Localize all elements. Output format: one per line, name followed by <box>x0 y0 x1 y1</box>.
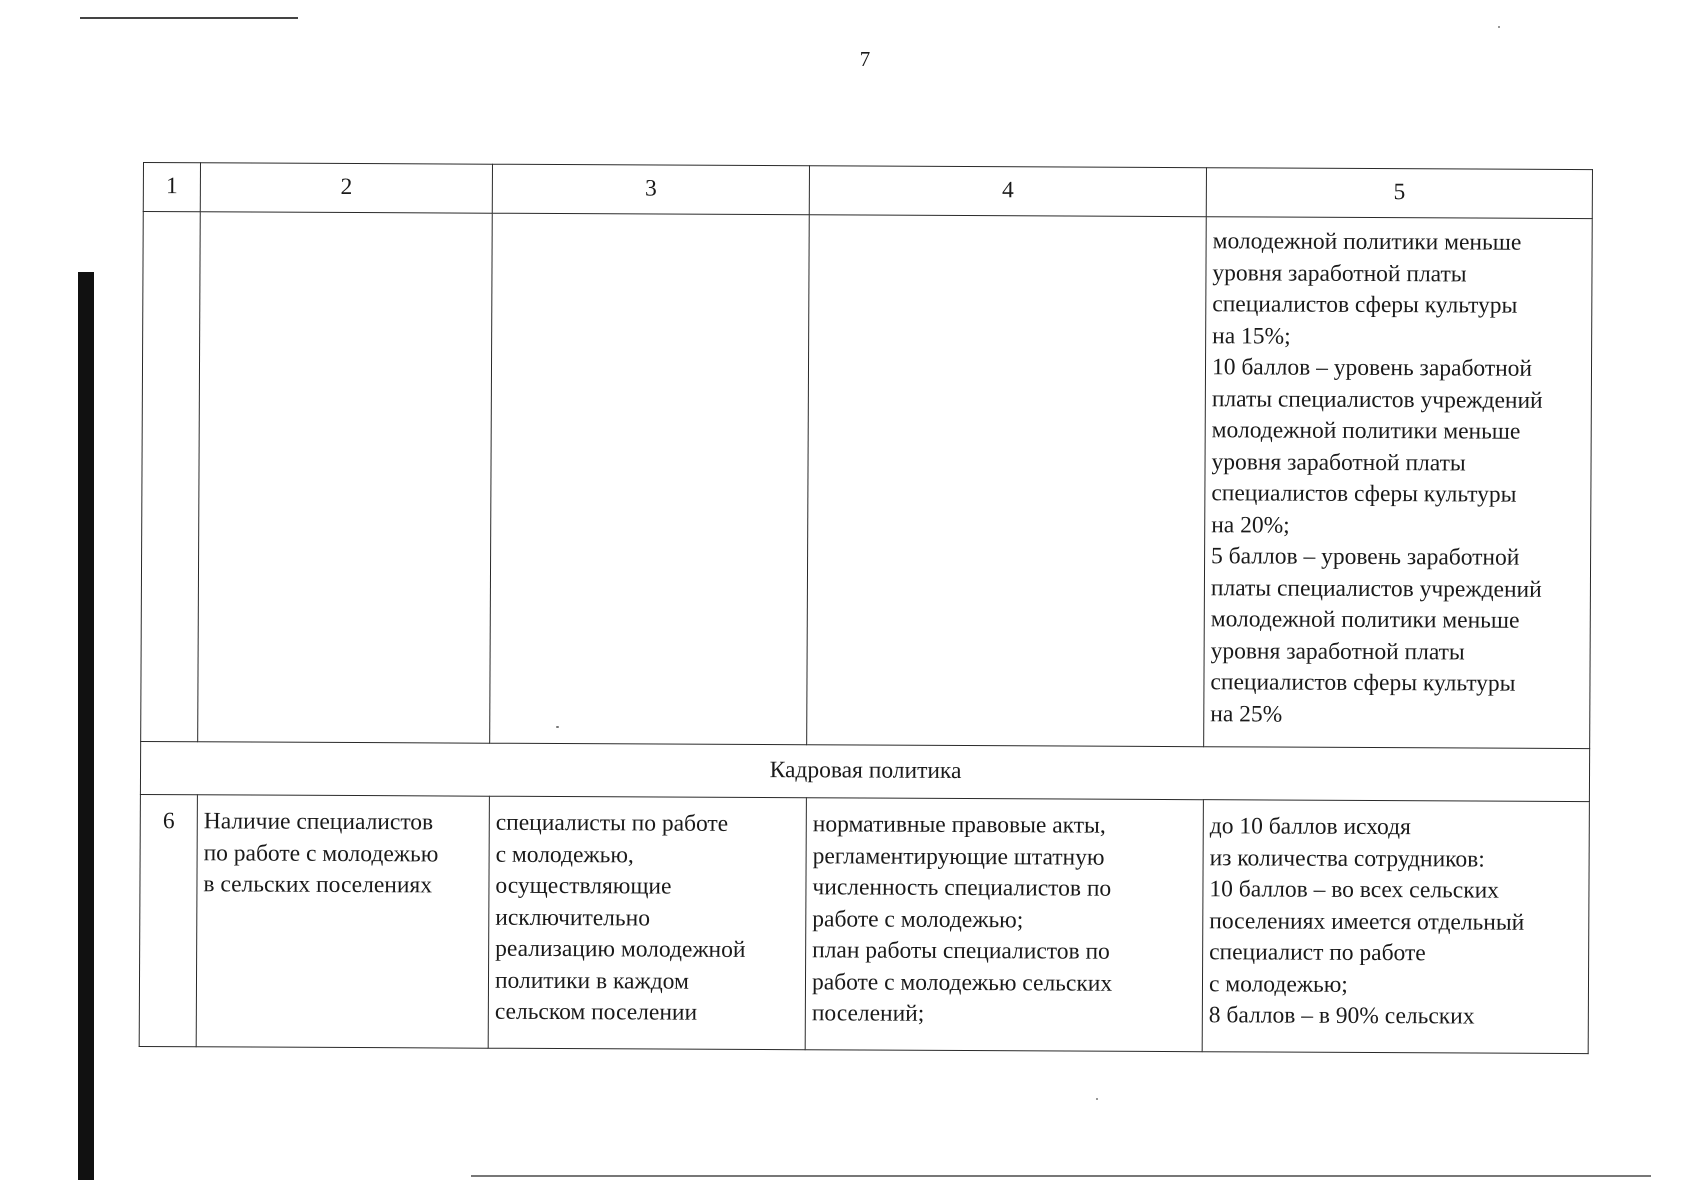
header-cell-3: 3 <box>492 164 809 215</box>
scan-artifact-left-bar <box>78 272 94 1180</box>
documents-cell: нормативные правовые акты, регламентирующие штатную численность специалистов по работе с молодежью; план работы специалистов по работе с молодежью сельских поселений; <box>805 798 1203 1052</box>
continuation-cell-indicator <box>198 212 493 743</box>
table-row-continuation <box>141 212 1593 749</box>
indicator-cell: Наличие специалистов по работе с молодежью в сельских поселениях <box>196 795 489 1048</box>
scoring-cell: до 10 баллов исходя из количества сотрудников: 10 баллов – во всех сельских поселениях имеется отдельный специалист по работе с молодежью; 8 баллов – в 90% сельских <box>1202 800 1589 1054</box>
continuation-cell-criteria <box>490 213 810 745</box>
scan-speck <box>1096 1098 1098 1100</box>
section-header-row <box>140 741 1589 801</box>
scan-speck <box>1498 26 1500 28</box>
table-header-row <box>143 163 1592 219</box>
criteria-cell: специалисты по работе с молодежью, осуществляющие исключительно реализацию молодежной политики в каждом сельском поселении <box>488 796 806 1050</box>
continuation-cell-number <box>141 212 201 742</box>
header-cell-5: 5 <box>1206 168 1592 219</box>
section-title: Кадровая политика <box>140 741 1589 801</box>
row-number: 6 <box>139 794 197 1046</box>
continuation-cell-scoring: молодежной политики меньше уровня заработной платы специалистов сферы культуры на 15%; 10 баллов – уровень заработной платы специалистов учреждений молодежной политики меньше уровня заработной платы специалистов сферы культуры на 20%; 5 баллов – уровень заработной платы специалистов учреждений молодежной политики меньше уровня заработной платы специалистов сферы культуры на 25% <box>1204 217 1593 749</box>
scan-artifact-top-line <box>80 17 298 19</box>
header-cell-4: 4 <box>809 166 1206 217</box>
table-row-6 <box>139 794 1589 1053</box>
page-number: 7 <box>859 47 871 71</box>
header-cell-1: 1 <box>143 163 200 212</box>
scan-artifact-bottom-line <box>471 1175 1651 1177</box>
criteria-table <box>139 162 1593 1054</box>
header-cell-2: 2 <box>200 163 492 213</box>
continuation-cell-documents <box>807 215 1207 747</box>
